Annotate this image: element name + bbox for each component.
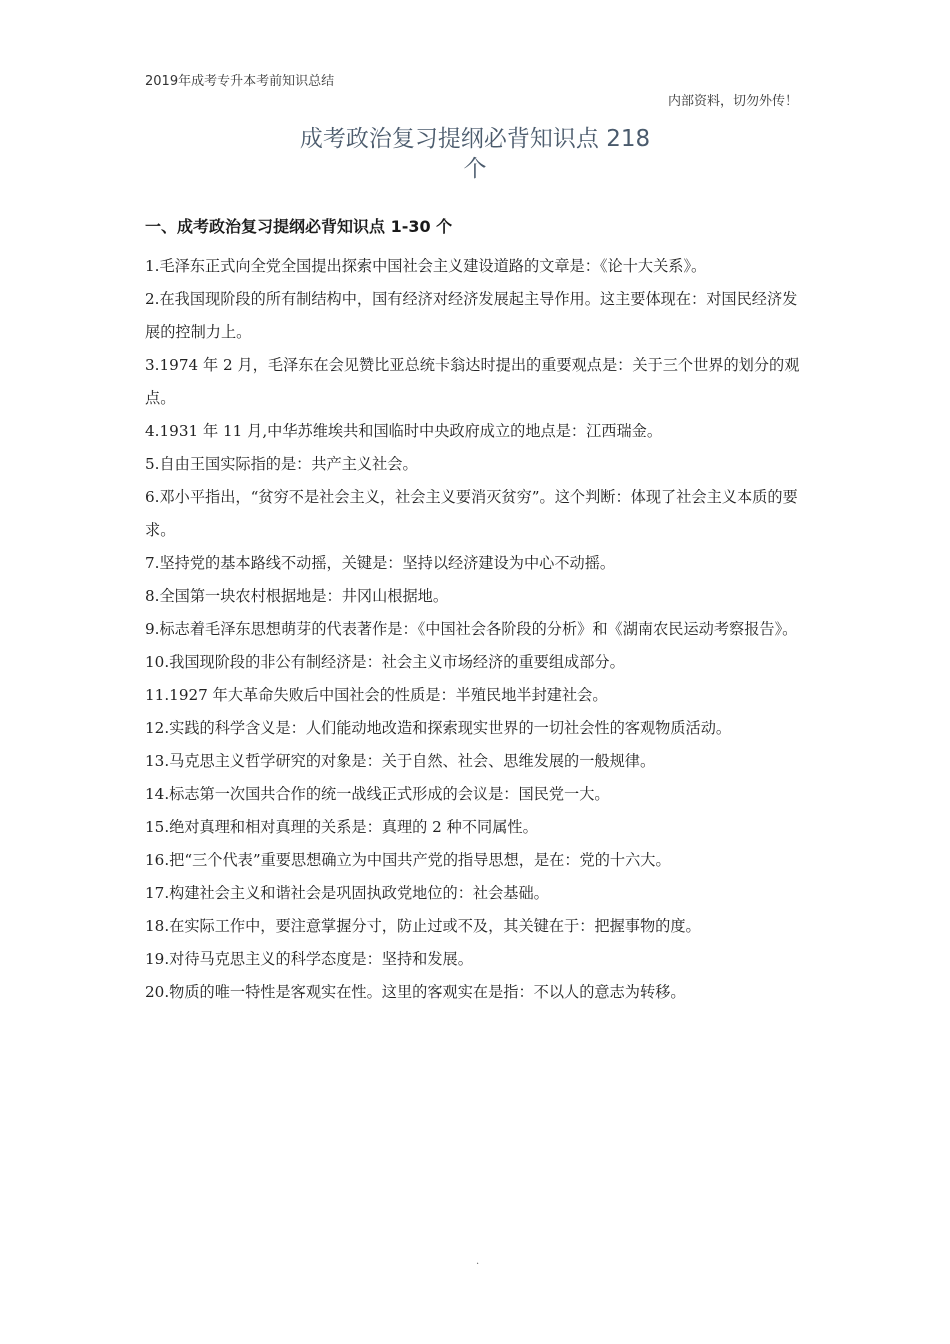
page-title-line-2: 个 <box>463 156 487 182</box>
list-item: 3.1974 年 2 月，毛泽东在会见赞比亚总统卡翁达时提出的重要观点是：关于三个世界的划分的观点。 <box>145 356 800 407</box>
section-heading: 一、成考政治复习提纲必背知识点 1-30 个 <box>145 217 453 236</box>
list-item: 7.坚持党的基本路线不动摇，关键是：坚持以经济建设为中心不动摇。 <box>145 554 616 572</box>
list-item: 10.我国现阶段的非公有制经济是：社会主义市场经济的重要组成部分。 <box>145 653 625 671</box>
list-item: 6.邓小平指出，“贫穷不是社会主义，社会主义要消灭贫穷”。这个判断：体现了社会主义本质的要求。 <box>145 488 798 539</box>
list-item: 4.1931 年 11 月,中华苏维埃共和国临时中央政府成立的地点是：江西瑞金。 <box>145 422 663 440</box>
list-item: 2.在我国现阶段的所有制结构中，国有经济对经济发展起主导作用。这主要体现在：对国民经济发展的控制力上。 <box>145 290 798 341</box>
page-title <box>230 124 720 184</box>
list-item: 11.1927 年大革命失败后中国社会的性质是：半殖民地半封建社会。 <box>145 686 608 704</box>
header-left-text: 2019年成考专升本考前知识总结 <box>145 74 335 89</box>
list-item: 5.自由王国实际指的是：共产主义社会。 <box>145 455 418 473</box>
list-item: 17.构建社会主义和谐社会是巩固执政党地位的：社会基础。 <box>145 884 549 902</box>
list-item: 18.在实际工作中，要注意掌握分寸，防止过或不及，其关键在于：把握事物的度。 <box>145 917 701 935</box>
header-right-text: 内部资料，切勿外传！ <box>667 94 798 109</box>
list-item: 8.全国第一块农村根据地是：井冈山根据地。 <box>145 587 449 605</box>
page-title-line-1: 成考政治复习提纲必背知识点 218 <box>299 126 651 152</box>
footer-mark: . <box>476 1256 480 1267</box>
list-item: 15.绝对真理和相对真理的关系是：真理的 2 种不同属性。 <box>145 818 538 836</box>
list-item: 14.标志第一次国共合作的统一战线正式形成的会议是：国民党一大。 <box>145 785 610 803</box>
list-item: 9.标志着毛泽东思想萌芽的代表著作是：《中国社会各阶段的分析》和《湖南农民运动考察报告》。 <box>145 620 798 638</box>
list-item: 12.实践的科学含义是：人们能动地改造和探索现实世界的一切社会性的客观物质活动。 <box>145 719 732 737</box>
list-item: 16.把“三个代表”重要思想确立为中国共产党的指导思想，是在：党的十六大。 <box>145 851 671 869</box>
list-item: 20.物质的唯一特性是客观实在性。这里的客观实在是指：不以人的意志为转移。 <box>145 983 686 1001</box>
list-item: 1.毛泽东正式向全党全国提出探索中国社会主义建设道路的文章是：《论十大关系》。 <box>145 257 707 275</box>
list-item: 13.马克思主义哲学研究的对象是：关于自然、社会、思维发展的一般规律。 <box>145 752 656 770</box>
list-item: 19.对待马克思主义的科学态度是：坚持和发展。 <box>145 950 473 968</box>
knowledge-point-list <box>145 250 805 1009</box>
